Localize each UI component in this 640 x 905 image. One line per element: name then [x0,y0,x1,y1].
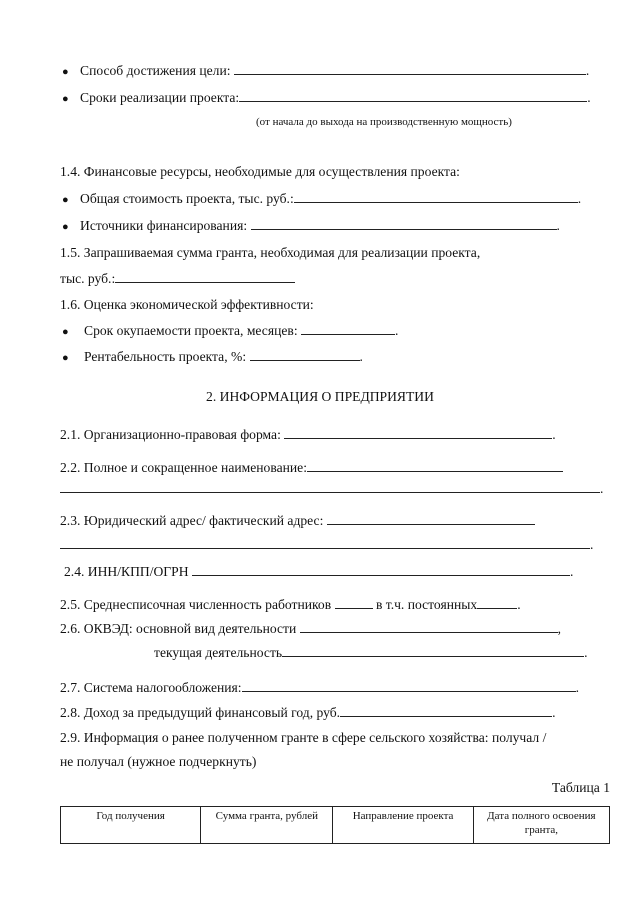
inn-input-line[interactable] [192,563,570,576]
tax-field: 2.7. Система налогообложения: . [60,680,579,695]
okved-field: 2.6. ОКВЭД: основной вид деятельности , [60,621,562,636]
inn-field: 2.4. ИНН/КПП/ОГРН . [64,564,574,579]
method-input-line[interactable] [234,62,586,75]
table-header-row [61,807,610,844]
table-caption: Таблица 1 [551,780,610,795]
section2-heading: 2. ИНФОРМАЦИЯ О ПРЕДПРИЯТИИ [206,389,434,404]
bullet-icon: ● [62,66,69,78]
sources-field: Источники финансирования: . [80,218,560,233]
profit-field: Рентабельность проекта, %: . [84,349,363,364]
payback-input-line[interactable] [301,322,395,335]
okved-current-input-line[interactable] [282,644,584,657]
eff-heading: 1.6. Оценка экономической эффективности: [60,297,314,312]
total-cost-field: Общая стоимость проекта, тыс. руб.: . [80,191,582,206]
table-header-cell: Год получения [61,807,201,844]
grant-table [60,806,610,844]
bullet-icon: ● [62,221,69,233]
name-input-line[interactable] [307,459,563,472]
name-input-line-2[interactable] [60,480,600,493]
org-form-field: 2.1. Организационно-правовая форма: . [60,427,556,442]
term-input-line[interactable] [239,89,587,102]
profit-input-line[interactable] [250,348,360,361]
bullet-icon: ● [62,93,69,105]
okved-main-input-line[interactable] [300,620,558,633]
staff-perm-input-line[interactable] [477,596,517,609]
grant-sum-line1: 1.5. Запрашиваемая сумма гранта, необходимая для реализации проекта, [60,245,481,260]
name-field: 2.2. Полное и сокращенное наименование: [60,459,612,477]
payback-field: Срок окупаемости проекта, месяцев: . [84,323,399,338]
table-header-cell: Направление проекта [333,807,473,844]
sources-input-line[interactable] [251,217,557,230]
name-field-cont: . [60,480,612,498]
total-cost-input-line[interactable] [294,190,578,203]
grant-info-line1: 2.9. Информация о ранее полученном гранте в сфере сельского хозяйства: получал / [60,730,547,745]
address-field: 2.3. Юридический адрес/ фактический адрес: [60,512,612,530]
income-input-line[interactable] [340,704,552,717]
org-form-input-line[interactable] [284,426,552,439]
bullet-icon: ● [62,352,69,364]
bullet-icon: ● [62,194,69,206]
term-note: (от начала до выхода на производственную мощность) [256,116,512,128]
okved-current-field: текущая деятельность . [154,645,588,660]
term-field: Сроки реализации проекта: . [80,90,591,105]
income-field: 2.8. Доход за предыдущий финансовый год, руб. . [60,705,556,720]
address-field-cont: . [60,536,612,554]
tax-input-line[interactable] [242,679,576,692]
grant-sum-field: тыс. руб.: [60,270,612,288]
grant-sum-input-line[interactable] [115,270,295,283]
bullet-icon: ● [62,326,69,338]
staff-input-line[interactable] [335,596,373,609]
fin-heading: 1.4. Финансовые ресурсы, необходимые для осуществления проекта: [60,164,460,179]
method-field: Способ достижения цели: . [80,63,590,78]
address-input-line-2[interactable] [60,536,590,549]
table-header-cell: Сумма гранта, рублей [201,807,333,844]
table-header-cell: Дата полного освоения гранта, [473,807,609,844]
staff-field: 2.5. Среднесписочная численность работников в т.ч. постоянных . [60,597,521,612]
address-input-line[interactable] [327,512,535,525]
grant-info-line2: не получал (нужное подчеркнуть) [60,754,257,769]
